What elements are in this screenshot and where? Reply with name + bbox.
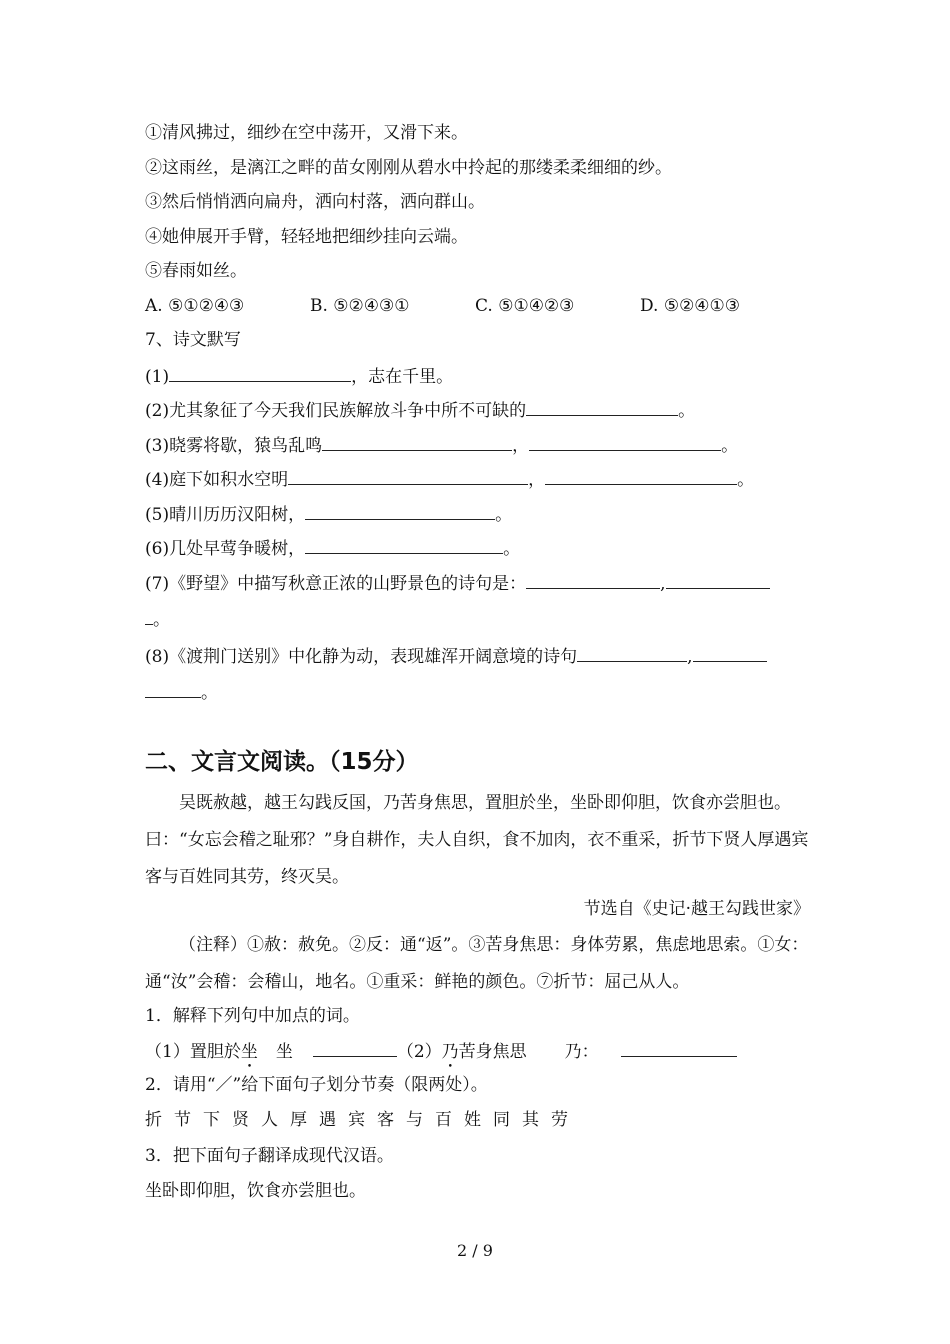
answer-blank[interactable] bbox=[145, 679, 201, 698]
q7-title: 7、诗文默写 bbox=[145, 330, 241, 350]
q7-line-5 bbox=[145, 501, 512, 527]
q7-1-suffix: ，志在千里。 bbox=[351, 367, 454, 387]
answer-blank[interactable] bbox=[526, 570, 660, 589]
q7-line-7-cont bbox=[145, 606, 170, 632]
q7-line-4 bbox=[145, 466, 754, 492]
order-item-2: ②这雨丝，是漓江之畔的苗女刚刚从碧水中拎起的那缕柔柔细细的纱。 bbox=[145, 158, 672, 178]
answer-blank[interactable] bbox=[545, 466, 737, 485]
q7-5-suffix: 。 bbox=[495, 505, 513, 525]
answer-blank[interactable] bbox=[145, 606, 153, 625]
q7-8-prefix: (8)《渡荆门送别》中化静为动，表现雄浑开阔意境的诗句 bbox=[145, 647, 578, 667]
option-d: D. ⑤②④①③ bbox=[640, 296, 741, 316]
q1-item-2-post: 苦身焦思 bbox=[458, 1042, 527, 1062]
q7-7-prefix: (7)《野望》中描写秋意正浓的山野景色的诗句是： bbox=[145, 574, 527, 594]
answer-blank[interactable] bbox=[288, 466, 528, 485]
answer-blank[interactable] bbox=[693, 643, 767, 662]
dotted-word: 乃 bbox=[441, 1042, 459, 1062]
q7-2-suffix: 。 bbox=[678, 401, 696, 421]
answer-blank[interactable] bbox=[666, 570, 770, 589]
answer-blank[interactable] bbox=[169, 363, 351, 382]
question-3: 3．把下面句子翻译成现代汉语。 bbox=[145, 1146, 394, 1166]
q7-line-8-cont bbox=[145, 679, 218, 705]
order-item-3: ③然后悄悄洒向扁舟，洒向村落，洒向群山。 bbox=[145, 192, 485, 212]
q7-7-suffix: 。 bbox=[153, 610, 170, 630]
question-2: 2．请用“／”给下面句子划分节奏（限两处）。 bbox=[145, 1075, 488, 1095]
q7-line-7 bbox=[145, 570, 770, 596]
answer-blank[interactable] bbox=[322, 432, 512, 451]
q7-2-prefix: (2)尤其象征了今天我们民族解放斗争中所不可缺的 bbox=[145, 401, 527, 421]
q1-item-2-word: 乃： bbox=[564, 1042, 599, 1062]
q7-line-6 bbox=[145, 535, 520, 561]
answer-blank[interactable] bbox=[621, 1038, 737, 1057]
option-a: A. ⑤①②④③ bbox=[145, 296, 245, 316]
answer-blank[interactable] bbox=[529, 432, 721, 451]
classical-passage: 吴既赦越，越王勾践反国，乃苦身焦思，置胆於坐，坐卧即仰胆，饮食亦尝胆也。曰：“女忘会稽之耻邪？”身自耕作，夫人自织，食不加肉，衣不重采，折节下贤人厚遇宾客与百姓同其劳，终灭吴。 bbox=[145, 793, 809, 887]
q7-7-comma: , bbox=[660, 574, 666, 594]
answer-blank[interactable] bbox=[305, 501, 495, 520]
q1-item-1-word: 坐 bbox=[275, 1042, 293, 1062]
question-2-sentence: 折节下贤人厚遇宾客与百姓同其劳 bbox=[145, 1110, 580, 1130]
q7-4-prefix: (4)庭下如积水空明 bbox=[145, 470, 289, 490]
q7-6-suffix: 。 bbox=[503, 539, 521, 559]
q7-4-comma: ， bbox=[528, 470, 546, 490]
q7-3-prefix: (3)晓雾将歇，猿鸟乱鸣 bbox=[145, 436, 323, 456]
q7-3-comma: ， bbox=[512, 436, 530, 456]
q1-item-1-prefix: （1）置胆於 bbox=[145, 1042, 241, 1062]
question-1: 1．解释下列句中加点的词。 bbox=[145, 1006, 360, 1026]
answer-blank[interactable] bbox=[313, 1038, 397, 1057]
answer-blank[interactable] bbox=[305, 535, 503, 554]
answer-blank[interactable] bbox=[577, 643, 687, 662]
q7-8-suffix: 。 bbox=[201, 683, 218, 703]
order-item-4: ④她伸展开手臂，轻轻地把细纱挂向云端。 bbox=[145, 227, 468, 247]
q7-line-2 bbox=[145, 397, 695, 423]
q7-4-suffix: 。 bbox=[737, 470, 755, 490]
option-c: C. ⑤①④②③ bbox=[475, 296, 575, 316]
q7-line-8 bbox=[145, 643, 767, 669]
passage-source: 节选自《史记·越王勾践世家》 bbox=[583, 899, 810, 919]
question-1-items bbox=[145, 1038, 737, 1072]
q7-5-prefix: (5)晴川历历汉阳树， bbox=[145, 505, 306, 525]
q7-1-prefix: (1) bbox=[145, 367, 170, 387]
dotted-word: 坐 bbox=[240, 1042, 258, 1062]
q7-3-suffix: 。 bbox=[721, 436, 739, 456]
page-number: 2 / 9 bbox=[457, 1241, 493, 1260]
order-item-5: ⑤春雨如丝。 bbox=[145, 261, 247, 281]
answer-blank[interactable] bbox=[526, 397, 678, 416]
q7-line-1 bbox=[145, 363, 453, 389]
q7-6-prefix: (6)几处早莺争暖树， bbox=[145, 539, 306, 559]
section-heading: 二、文言文阅读。（15分） bbox=[145, 749, 419, 775]
option-b: B. ⑤②④③① bbox=[310, 296, 410, 316]
q7-line-3 bbox=[145, 432, 738, 458]
order-item-1: ①清风拂过，细纱在空中荡开，又滑下来。 bbox=[145, 123, 468, 143]
q7-8-comma: , bbox=[687, 647, 693, 667]
annotation-notes: （注释）①赦：赦免。②反：通“返”。③苦身焦思：身体劳累，焦虑地思索。①女：通“汝”会稽：会稽山，地名。①重采：鲜艳的颜色。⑦折节：屈己从人。 bbox=[145, 935, 809, 992]
question-3-sentence: 坐卧即仰胆，饮食亦尝胆也。 bbox=[145, 1181, 366, 1201]
q1-item-2-prefix: （2） bbox=[396, 1042, 442, 1062]
